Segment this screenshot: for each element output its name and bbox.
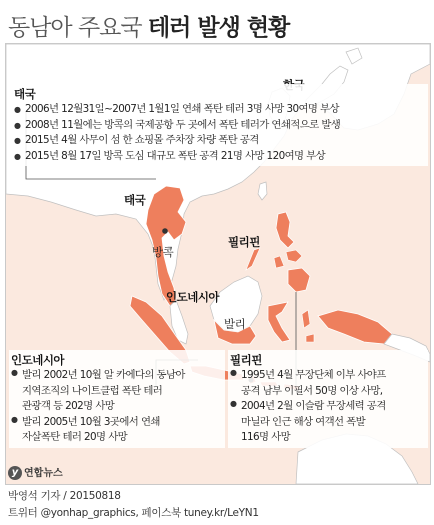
philippines-heading: 필리핀 xyxy=(230,353,262,367)
taiwan xyxy=(258,182,267,200)
label-thailand: 태국 xyxy=(124,193,146,207)
indonesia-item-2-line-1: ● 발리 2005년 10월 3곳에서 연쇄 xyxy=(22,415,160,428)
indonesia-heading: 인도네시아 xyxy=(11,353,65,367)
label-philippines: 필리핀 xyxy=(228,235,260,249)
title-bold: 테러 발생 현황 xyxy=(147,15,290,41)
thailand-incidents xyxy=(12,84,428,166)
maluku xyxy=(302,310,314,342)
yonhap-logo-text: 연합뉴스 xyxy=(24,468,63,479)
mainland-asia xyxy=(6,44,430,300)
philippines-item-2 xyxy=(230,399,428,446)
philippines-visayas xyxy=(274,250,302,268)
philippines-mindanao xyxy=(288,268,310,292)
thailand-item-2: ● 2008년 11월에는 방콕의 국제공항 두 곳에서 폭탄 테러가 연쇄적으로 발생 xyxy=(14,118,428,134)
thailand-item-1: ● 2006년 12월31일~2007년 1월1일 연쇄 폭탄 테러 3명 사망 30여명 부상 xyxy=(14,102,428,118)
sulawesi xyxy=(268,302,290,342)
philippines-item-1-line-2: 공격 남부 이필서 50명 이상 사망, xyxy=(241,384,383,397)
label-bali: 발리 xyxy=(224,317,246,331)
yonhap-logo xyxy=(8,464,63,480)
philippines-item-2-line-1: ● 2004년 2월 이슬람 무장세력 공격 xyxy=(241,400,386,412)
label-indonesia: 인도네시아 xyxy=(166,290,220,304)
thailand-item-4: ● 2015년 8월 17일 방콕 도심 대규모 폭탄 공격 21명 사망 120여명 부상 xyxy=(14,149,428,165)
indonesia-item-2-line-2: 자살폭탄 테러 20명 사망 xyxy=(22,431,128,443)
philippines-luzon xyxy=(276,212,294,248)
map-panel xyxy=(5,43,431,485)
social-links: 트위터 @yonhap_graphics, 페이스북 tuney.kr/LeYN1 xyxy=(8,507,259,519)
thailand-item-3: ● 2015년 4월 사무이 섬 한 쇼핑몰 주차장 차량 폭탄 공격 xyxy=(14,133,428,149)
title-light: 동남아 주요국 xyxy=(8,15,142,41)
papua xyxy=(318,310,392,344)
thailand-heading: 태국 xyxy=(14,87,36,101)
philippines-item-2-line-3: 116명 사망 xyxy=(241,431,291,443)
page-title xyxy=(8,9,289,42)
philippines-incidents xyxy=(228,350,428,448)
philippines-item-1-line-1: ● 1995년 4월 무장단체 이부 사야프 xyxy=(241,369,386,381)
yonhap-icon: y xyxy=(8,466,22,480)
indonesia-item-1 xyxy=(11,368,225,415)
indonesia-item-1-line-2: 지역조직의 나이트클럽 폭탄 테러 xyxy=(22,384,163,397)
label-bangkok: 방콕 xyxy=(152,245,174,259)
philippines-item-2-line-2: 마닐라 인근 해상 여객선 폭발 xyxy=(241,415,366,428)
indonesia-item-1-line-1: ● 발리 2002년 10월 알 카에다의 동남아 xyxy=(22,369,185,381)
bangkok-marker xyxy=(162,228,168,234)
credit-line: 박영석 기자 / 20150818 xyxy=(8,490,121,502)
indonesia-item-2 xyxy=(11,415,225,446)
indonesia-incidents xyxy=(9,350,225,448)
indonesia-item-1-line-3: 관광객 등 202명 사망 xyxy=(22,400,115,412)
palawan xyxy=(246,248,260,270)
philippines-item-1 xyxy=(230,368,428,399)
